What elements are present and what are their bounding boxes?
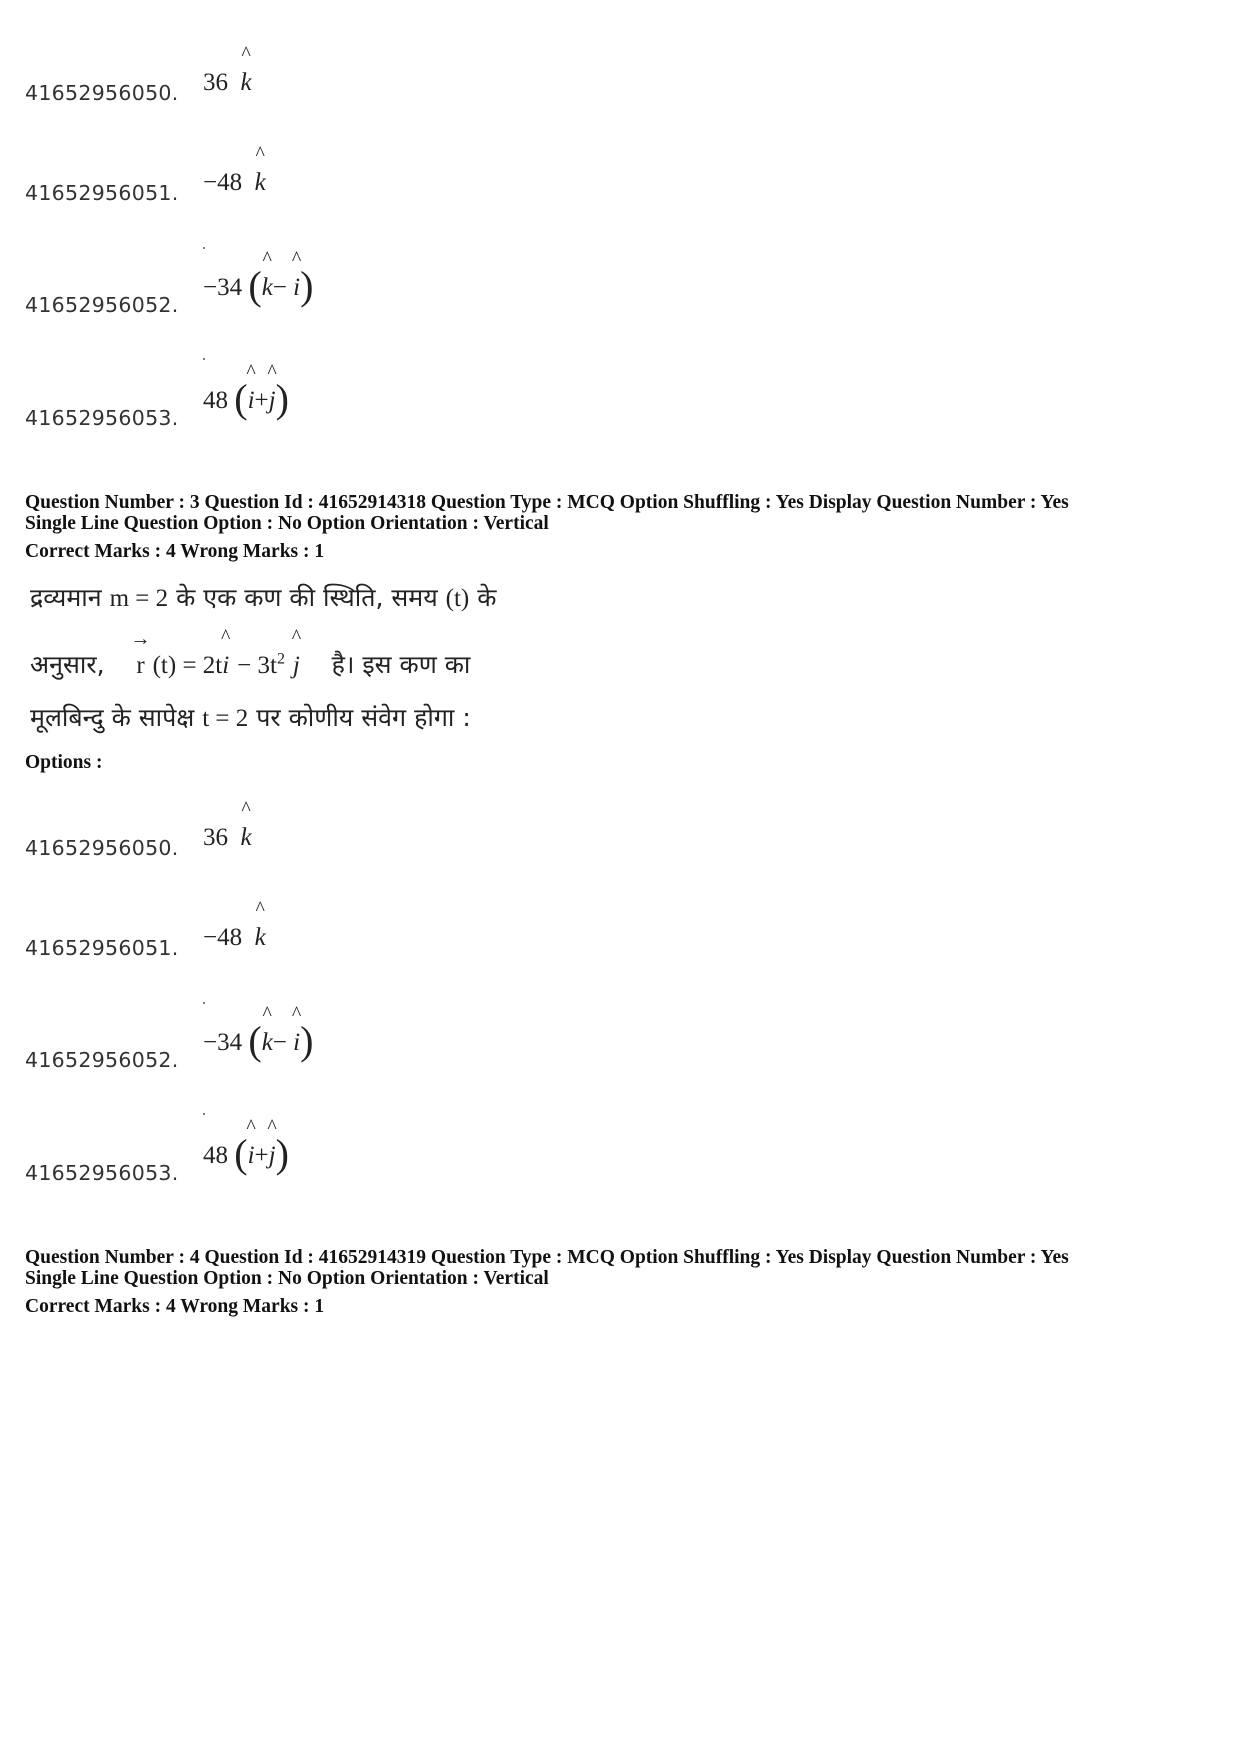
- option-id: 41652956050.: [25, 836, 179, 860]
- prev-option-4[interactable]: [25, 370, 625, 430]
- prev-option-3[interactable]: [25, 257, 625, 317]
- option-math: −34 (^ k− ^ i): [203, 262, 313, 309]
- options-label: Options :: [25, 752, 103, 773]
- question-text-line-3: मूलबिन्दु के सापेक्ष t = 2 पर कोणीय संवेग होगा :: [30, 703, 471, 732]
- question-3-meta: [25, 492, 1225, 534]
- option-math: −48 ^ k: [203, 169, 266, 197]
- option-math: −48 ^ k: [203, 924, 266, 952]
- option-math: 48 (^ i+^ j): [203, 1130, 289, 1177]
- option-3[interactable]: [25, 1012, 625, 1072]
- option-id: 41652956051.: [25, 181, 179, 205]
- question-meta-line-2: Single Line Question Option : No Option Orientation : Vertical: [25, 513, 549, 534]
- option-id: 41652956051.: [25, 936, 179, 960]
- question-4-meta: [25, 1247, 1225, 1289]
- dot-mark: [203, 358, 205, 360]
- option-id: 41652956052.: [25, 293, 179, 317]
- option-math: 48 (^ i+^ j): [203, 375, 289, 422]
- question-text-line-2: अनुसार, → r (t) = 2t^ $i - 3t^2$ ^ j है। इस कण का: [30, 647, 470, 681]
- option-id: 41652956053.: [25, 406, 179, 430]
- option-id: 41652956052.: [25, 1048, 179, 1072]
- option-2[interactable]: [25, 900, 625, 960]
- question-text-line-1: द्रव्यमान m = 2 के एक कण की स्थिति, समय (t) के: [30, 583, 497, 612]
- prev-option-2[interactable]: [25, 145, 625, 205]
- question-meta-line-2: Single Line Question Option : No Option Orientation : Vertical: [25, 1268, 549, 1289]
- option-math: 36 ^ k: [203, 69, 252, 97]
- dot-mark: [203, 1113, 205, 1115]
- option-1[interactable]: [25, 800, 625, 860]
- question-4-marks: Correct Marks : 4 Wrong Marks : 1: [25, 1296, 325, 1317]
- option-id: 41652956050.: [25, 81, 179, 105]
- option-id: 41652956053.: [25, 1161, 179, 1185]
- prev-option-1[interactable]: [25, 45, 625, 105]
- question-meta-line-1: Question Number : 4 Question Id : 41652914319 Question Type : MCQ Option Shuffling : Yes Display Question Number : Yes: [25, 1247, 1069, 1268]
- option-4[interactable]: [25, 1125, 625, 1185]
- question-3-marks: Correct Marks : 4 Wrong Marks : 1: [25, 541, 325, 562]
- option-math: 36 ^ k: [203, 824, 252, 852]
- dot-mark: [203, 1002, 205, 1004]
- dot-mark: [203, 247, 205, 249]
- question-meta-line-1: Question Number : 3 Question Id : 41652914318 Question Type : MCQ Option Shuffling : Yes Display Question Number : Yes: [25, 492, 1069, 513]
- option-math: −34 (^ k− ^ i): [203, 1017, 313, 1064]
